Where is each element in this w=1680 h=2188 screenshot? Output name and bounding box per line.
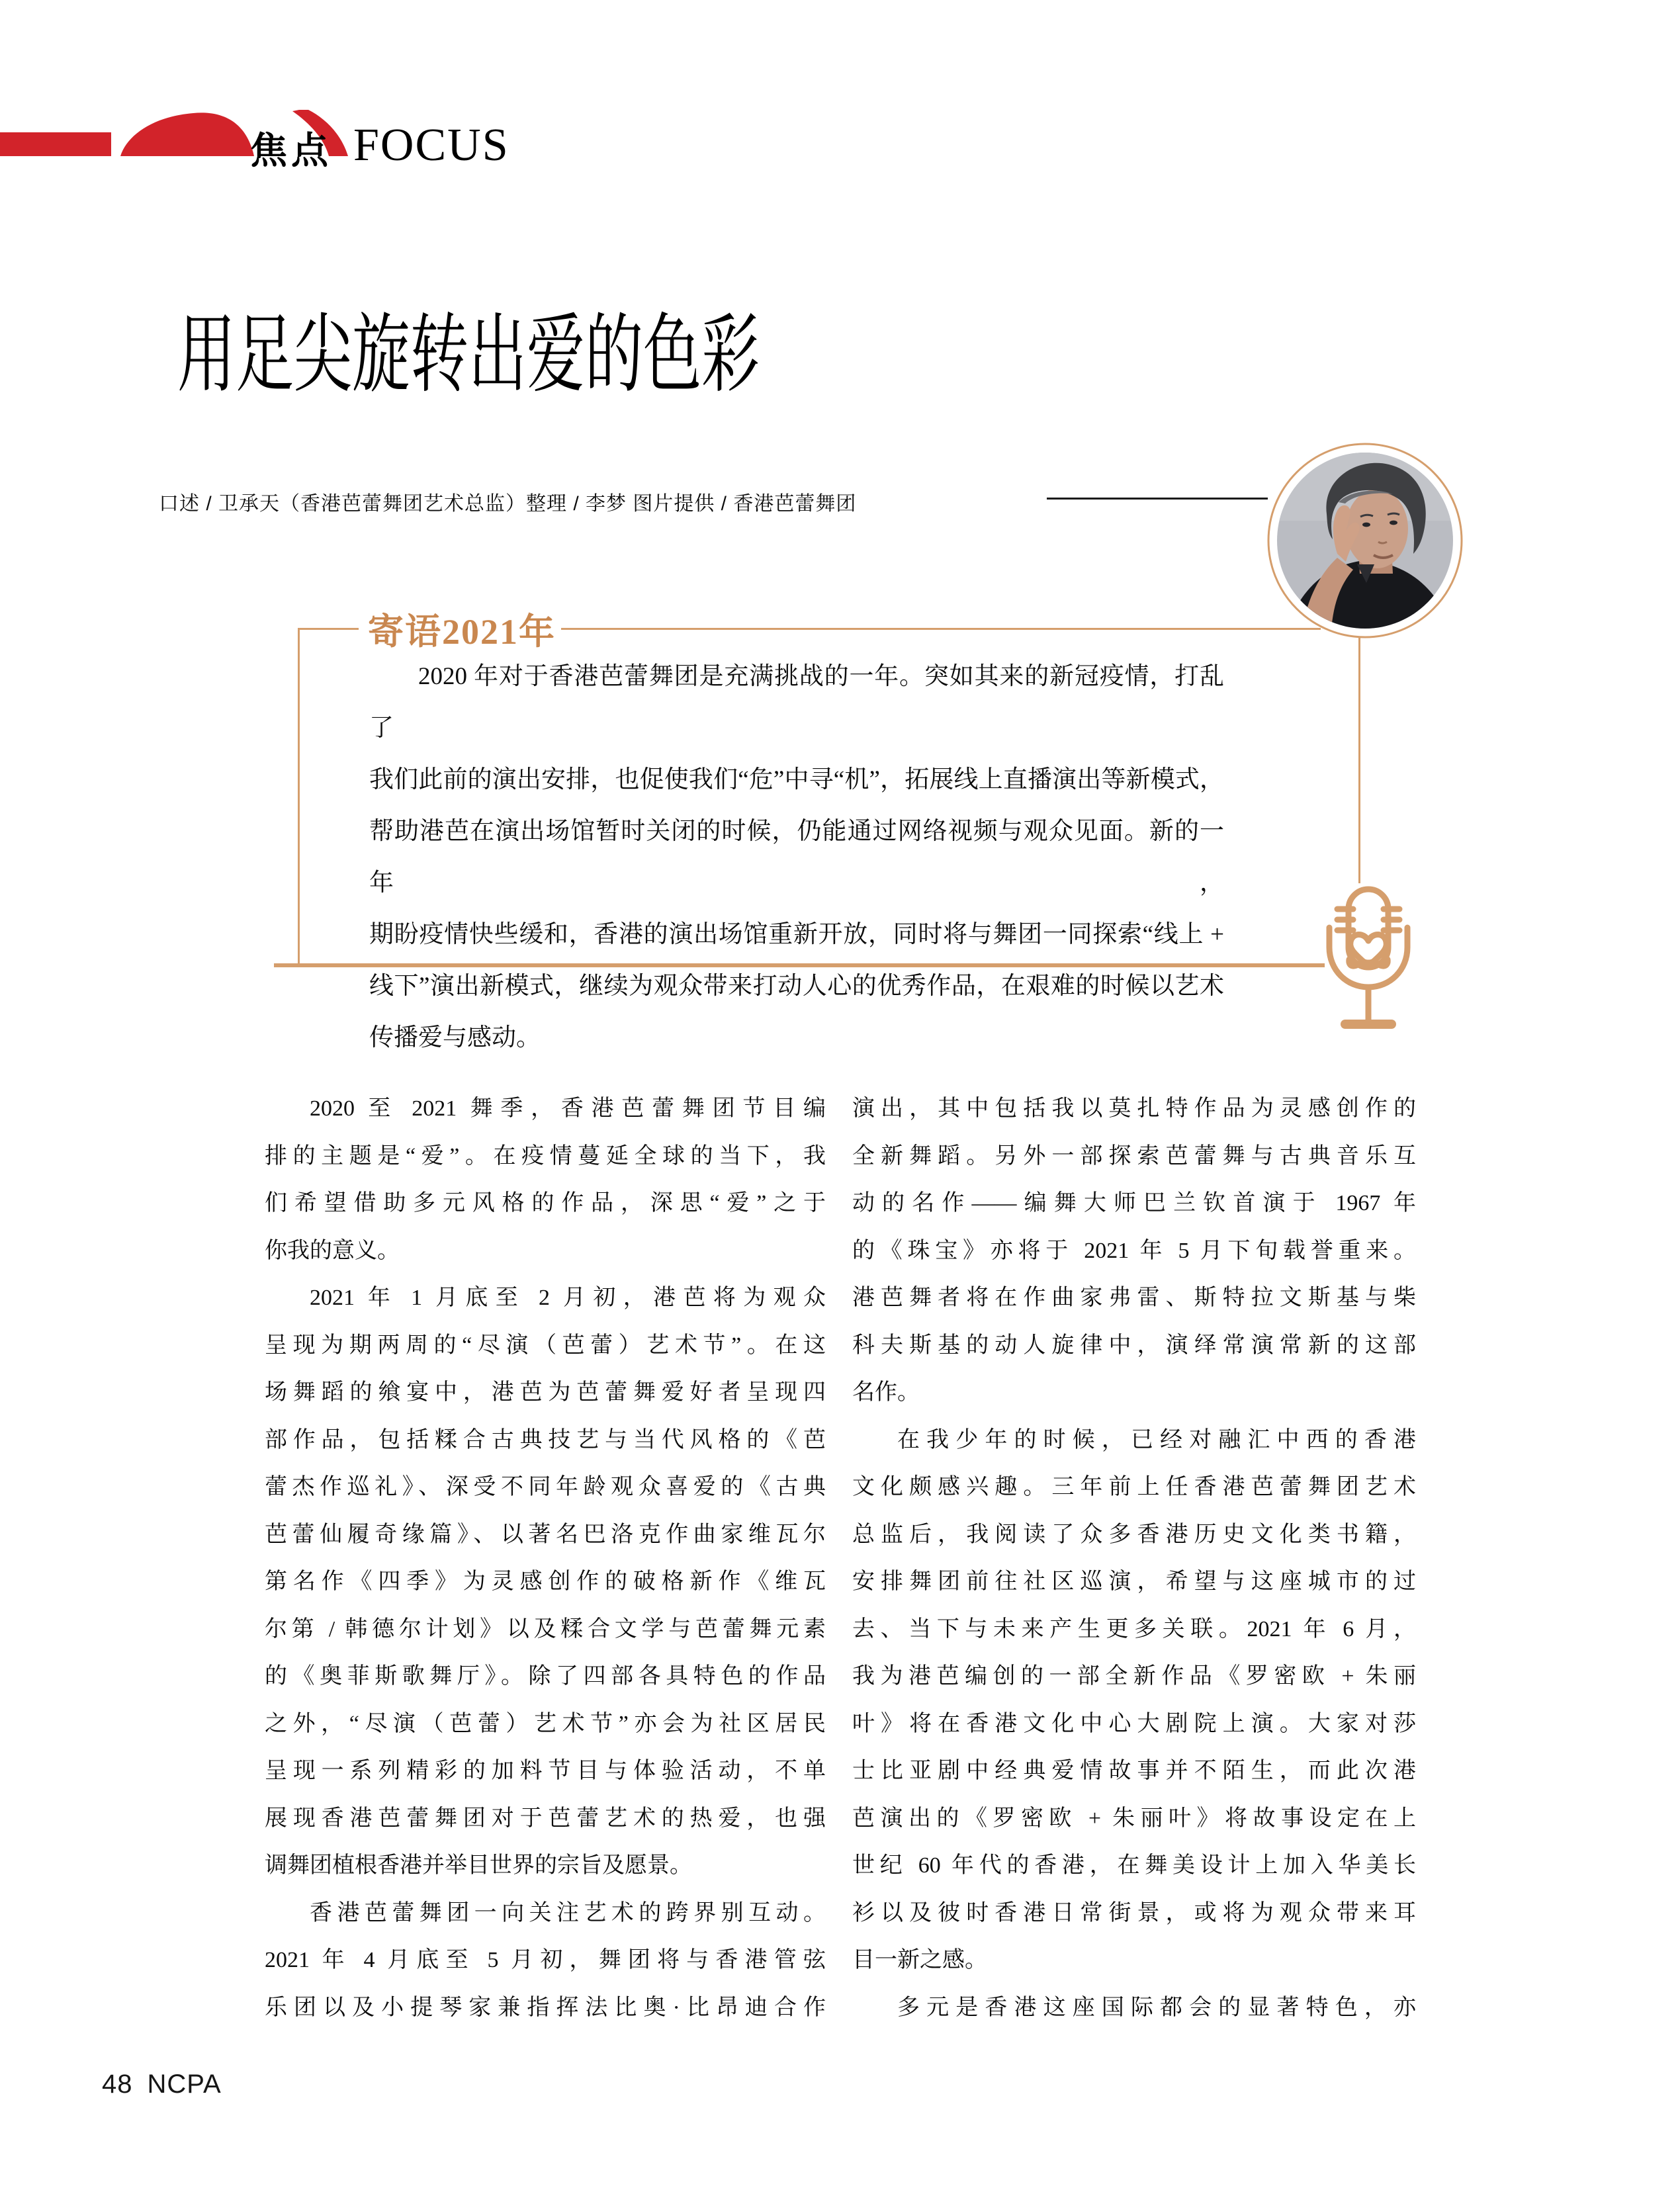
message-box-left-border — [298, 629, 300, 966]
page-number: 48 — [102, 2070, 133, 2099]
message-box-heading-rule — [561, 628, 1321, 630]
body-column-right — [852, 1085, 1416, 2031]
text-line: 传播爱与感动。 — [369, 1024, 541, 1051]
text-line: 动的名作——编舞大师巴兰钦首演于 1967 年 — [852, 1191, 1416, 1215]
portrait-image — [1266, 441, 1464, 640]
text-line: 总监后，我阅读了众多香港历史文化类书籍， — [852, 1522, 1416, 1547]
magazine-name: NCPA — [147, 2070, 222, 2099]
text-line: 第名作《四季》为灵感创作的破格新作《维瓦 — [265, 1569, 826, 1594]
text-line: 呈现为期两周的“尽演（芭蕾）艺术节”。在这 — [265, 1333, 826, 1358]
text-line: 场舞蹈的飨宴中，港芭为芭蕾舞爱好者呈现四 — [265, 1380, 826, 1405]
text-line: 线下”演出新模式，继续为观众带来打动人心的优秀作品，在艰难的时候以艺术 — [369, 973, 1224, 1000]
text-line: 芭演出的《罗密欧 + 朱丽叶》将故事设定在上 — [852, 1806, 1416, 1831]
red-dome — [120, 112, 254, 156]
text-line: 调舞团植根香港并举目世界的宗旨及愿景。 — [265, 1853, 692, 1878]
text-line: 之外，“尽演（芭蕾）艺术节”亦会为社区居民 — [265, 1711, 826, 1736]
text-line: 排的主题是“爱”。在疫情蔓延全球的当下，我 — [265, 1143, 826, 1168]
section-title-en: FOCUS — [353, 120, 509, 171]
section-title-cn: 焦点 — [250, 130, 332, 171]
text-line: 我们此前的演出安排，也促使我们“危”中寻“机”，拓展线上直播演出等新模式， — [369, 766, 1224, 793]
text-line: 世纪 60 年代的香港，在舞美设计上加入华美长 — [852, 1853, 1416, 1878]
text-line: 名作。 — [852, 1380, 920, 1405]
text-line: 尔第 / 韩德尔计划》以及糅合文学与芭蕾舞元素 — [265, 1616, 826, 1641]
text-line: 香港芭蕾舞团一向关注艺术的跨界别互动。 — [310, 1900, 826, 1925]
portrait-photo — [1266, 441, 1464, 640]
text-line: 目一新之感。 — [852, 1948, 987, 1972]
text-line: 在我少年的时候，已经对融汇中西的香港 — [897, 1427, 1416, 1452]
byline-rule — [1047, 498, 1268, 500]
text-line: 2020 至 2021 舞季，香港芭蕾舞团节目编 — [310, 1096, 826, 1121]
text-line: 期盼疫情快些缓和，香港的演出场馆重新开放，同时将与舞团一同探索“线上 + — [369, 921, 1224, 948]
text-line: 的《奥菲斯歌舞厅》。除了四部各具特色的作品 — [265, 1664, 826, 1688]
text-line: 2020 年对于香港芭蕾舞团是充满挑战的一年。突如其来的新冠疫情，打乱了 — [369, 663, 1224, 742]
message-box-top-dash — [298, 628, 359, 630]
page-footer — [102, 2070, 222, 2099]
text-line: 呈现一系列精彩的加料节目与体验活动，不单 — [265, 1759, 826, 1783]
message-box-heading: 寄语2021年 — [368, 612, 556, 652]
portrait-mic-connector-line — [1358, 637, 1360, 883]
text-line: 蕾杰作巡礼》、深受不同年龄观众喜爱的《古典 — [265, 1475, 826, 1499]
page-title: 用足尖旋转出爱的色彩 — [177, 308, 760, 404]
text-line: 我为港芭编创的一部全新作品《罗密欧 + 朱丽 — [852, 1664, 1416, 1688]
message-box-body — [369, 651, 1224, 1064]
text-line: 们希望借助多元风格的作品，深思“爱”之于 — [265, 1191, 826, 1215]
red-bar — [0, 132, 111, 156]
text-line: 2021 年 1 月底至 2 月初，港芭将为观众 — [310, 1286, 826, 1310]
text-line: 乐团以及小提琴家兼指挥法比奥·比昂迪合作 — [265, 1995, 826, 2020]
text-line: 安排舞团前往社区巡演，希望与这座城市的过 — [852, 1569, 1416, 1594]
text-line: 士比亚剧中经典爱情故事并不陌生，而此次港 — [852, 1759, 1416, 1783]
text-line: 衫以及彼时香港日常街景，或将为观众带来耳 — [852, 1900, 1416, 1925]
text-line: 叶》将在香港文化中心大剧院上演。大家对莎 — [852, 1711, 1416, 1736]
byline: 口述 / 卫承天（香港芭蕾舞团艺术总监）整理 / 李梦 图片提供 / 香港芭蕾舞团 — [159, 493, 857, 515]
text-line: 全新舞蹈。另外一部探索芭蕾舞与古典音乐互 — [852, 1143, 1416, 1168]
text-line: 演出，其中包括我以莫扎特作品为灵感创作的 — [852, 1096, 1416, 1121]
text-line: 科夫斯基的动人旋律中，演绎常演常新的这部 — [852, 1333, 1416, 1358]
text-line: 展现香港芭蕾舞团对于芭蕾艺术的热爱，也强 — [265, 1806, 826, 1831]
text-line: 港芭舞者将在作曲家弗雷、斯特拉文斯基与柴 — [852, 1286, 1416, 1310]
text-line: 芭蕾仙履奇缘篇》、以著名巴洛克作曲家维瓦尔 — [265, 1522, 826, 1547]
body-column-left — [265, 1085, 826, 2031]
text-line: 文化颇感兴趣。三年前上任香港芭蕾舞团艺术 — [852, 1475, 1416, 1499]
text-line: 的《珠宝》亦将于 2021 年 5 月下旬载誉重来。 — [852, 1238, 1416, 1263]
text-line: 帮助港芭在演出场馆暂时关闭的时候，仍能通过网络视频与观众见面。新的一年， — [369, 818, 1224, 897]
microphone-heart-icon — [1313, 884, 1423, 1040]
text-line: 2021 年 4 月底至 5 月初，舞团将与香港管弦 — [265, 1948, 826, 1972]
text-line: 多元是香港这座国际都会的显著特色，亦 — [897, 1995, 1416, 2020]
text-line: 部作品，包括糅合古典技艺与当代风格的《芭 — [265, 1427, 826, 1452]
text-line: 你我的意义。 — [265, 1238, 400, 1263]
text-line: 去、当下与未来产生更多关联。2021 年 6 月， — [852, 1616, 1416, 1641]
